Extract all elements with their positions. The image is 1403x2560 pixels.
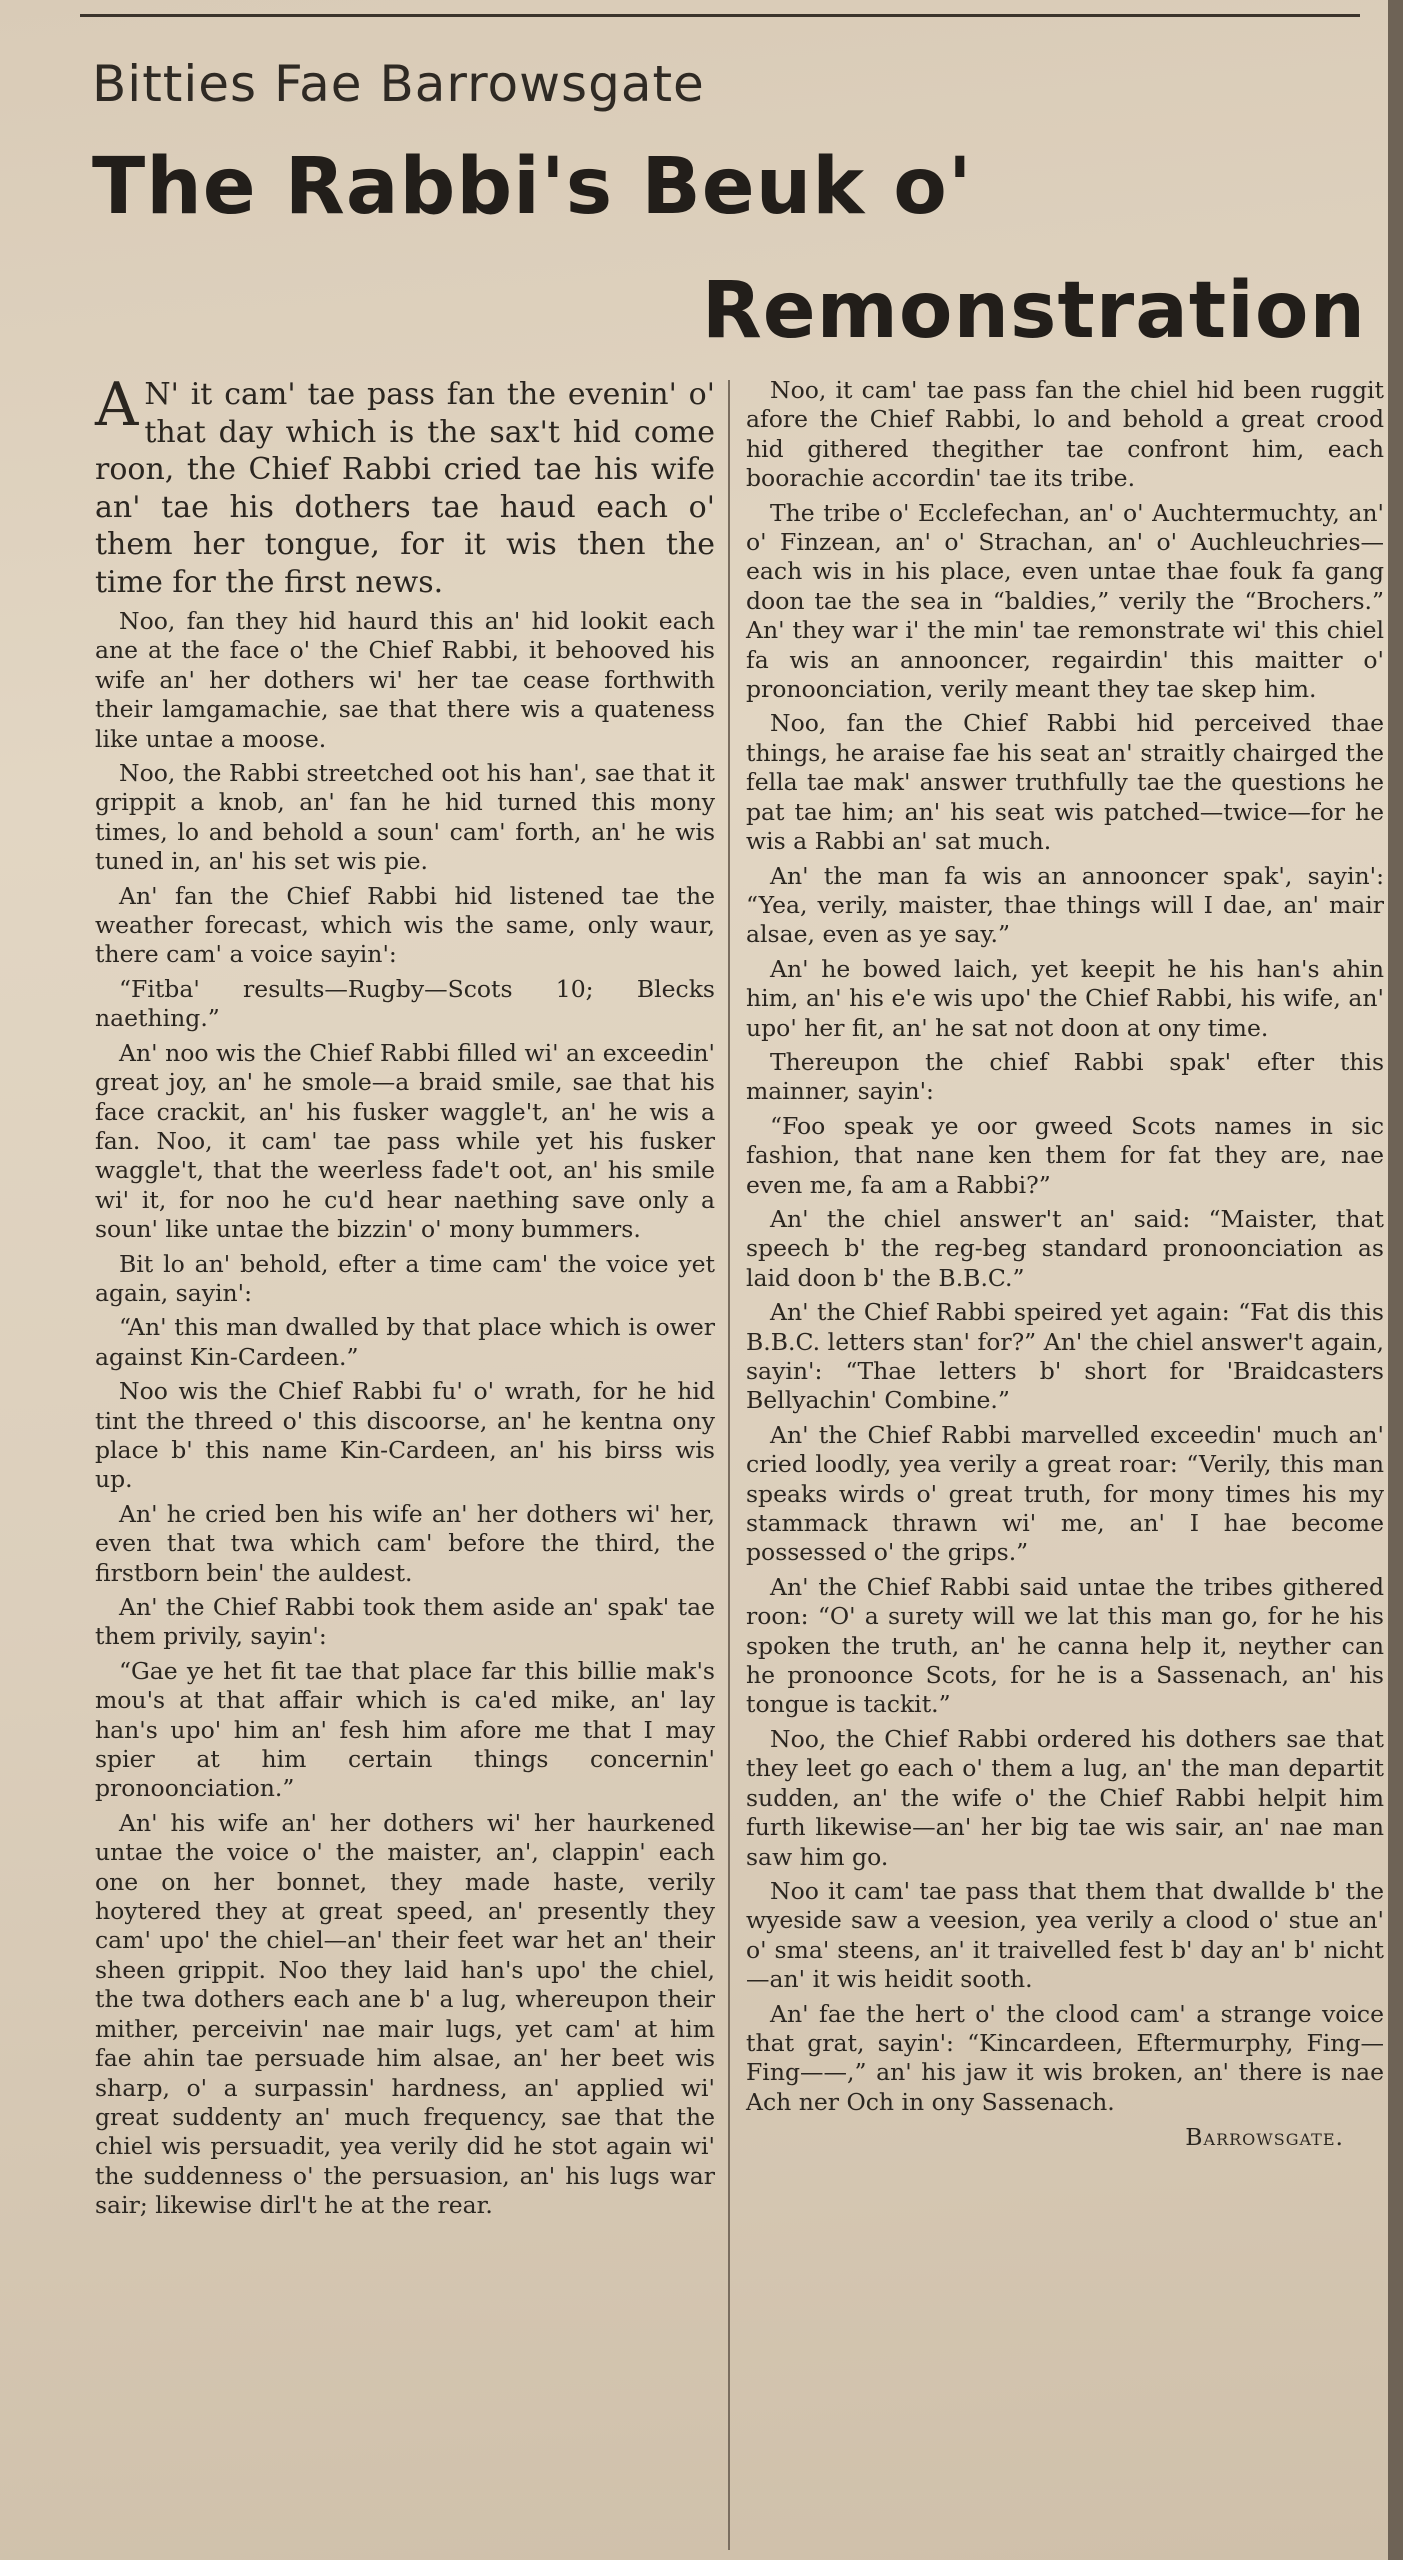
paragraph: The tribe o' Ecclefechan, an' o' Auchtermuchty, an' o' Finzean, an' o' Strachan, an' o' Auchleuchries—each wis in his place, even untae thae fouk fa gang doon tae the sea in “baldies,” verily the “Brochers.” An' they war i' the min' tae remonstrate wi' this chiel fa wis an annooncer, regairdin' this maitter o' pronoonciation, verily meant they tae skep him.	[746, 498, 1384, 704]
paragraph: An' the chiel answer't an' said: “Maister, that speech b' the reg-beg standard pronoonciation as laid doon b' the B.B.C.”	[746, 1204, 1384, 1292]
paragraph: An' the man fa wis an annooncer spak', sayin': “Yea, verily, maister, thae things will I dae, an' mair alsae, even as ye say.”	[746, 861, 1384, 949]
paragraph: An' fae the hert o' the clood cam' a strange voice that grat, sayin': “Kincardeen, Eftermurphy, Fing—Fing——,” an' his jaw it wis broken, an' there is nae Ach ner Och in ony Sassenach.	[746, 1999, 1384, 2116]
paragraph: Bit lo an' behold, efter a time cam' the voice yet again, sayin':	[95, 1249, 715, 1307]
paragraph: An' noo wis the Chief Rabbi filled wi' an exceedin' great joy, an' he smole—a braid smile, sae that his face crackit, an' his fusker waggle't, an' he wis a fan. Noo, it cam' tae pass while yet his fusker waggle't, that the weerless fade't oot, an' his smile wi' it, for noo he cu'd hear naething save only a soun' like untae the bizzin' o' mony bummers.	[95, 1038, 715, 1244]
paragraph: Noo wis the Chief Rabbi fu' o' wrath, for he hid tint the threed o' this discoorse, an' he kentna ony place b' this name Kin-Cardeen, an' his birss wis up.	[95, 1377, 715, 1494]
top-rule	[80, 14, 1360, 17]
column-kicker: Bitties Fae Barrowsgate	[92, 55, 705, 113]
paragraph: An' the Chief Rabbi took them aside an' spak' tae them privily, sayin':	[95, 1593, 715, 1651]
drop-cap: A	[95, 370, 139, 440]
paragraph: An' the Chief Rabbi marvelled exceedin' much an' cried loodly, yea verily a great roar: “Verily, this man speaks wirds o' great truth, for mony times his my stammack thrawn wi' me, an' I hae become possessed o' the grips.”	[746, 1420, 1384, 1567]
paragraph: “Gae ye het fit tae that place far this billie mak's mou's at that affair which is ca'ed mike, an' lay han's upo' him an' fesh him afore me that I may spier at him certain things concernin' pronoonciation.”	[95, 1656, 715, 1803]
paragraph: An' his wife an' her dothers wi' her haurkened untae the voice o' the maister, an', clappin' each one on her bonnet, they made haste, verily hoytered they at great speed, an' presently they cam' upo' the chiel—an' their feet war het an' their sheen grippit. Noo they laid han's upo' the chiel, the twa dothers each ane b' a lug, whereupon their mither, perceivin' nae mair lugs, yet cam' at him fae ahin tae persuade him alsae, an' her beet wis sharp, o' a surpassin' hardness, an' applied wi' great suddenty an' much frequency, sae that the chiel wis persuadit, yea verily did he stot again wi' the suddenness o' the persuasion, an' his lugs war sair; likewise dirl't he at the rear.	[95, 1808, 715, 2220]
paragraph: Thereupon the chief Rabbi spak' efter this mainner, sayin':	[746, 1047, 1384, 1106]
lead-paragraph	[95, 370, 715, 601]
headline-line-1: The Rabbi's Beuk o'	[92, 142, 973, 232]
paragraph: Noo, the Chief Rabbi ordered his dothers sae that they leet go each o' them a lug, an' the man departit sudden, an' the wife o' the Chief Rabbi helpit him furth likewise—an' her big tae wis sair, an' nae man saw him go.	[746, 1724, 1384, 1871]
lead-text: N' it cam' tae pass fan the evenin' o' that day which is the sax't hid come roon, the Chief Rabbi cried tae his wife an' tae his dothers tae haud each o' them her tongue, for it wis then the time for the first news.	[95, 377, 715, 600]
paragraph: An' he cried ben his wife an' her dothers wi' her, even that twa which cam' before the third, the firstborn bein' the auldest.	[95, 1499, 715, 1587]
paragraph: An' he bowed laich, yet keepit he his han's ahin him, an' his e'e wis upo' the Chief Rabbi, his wife, an' upo' her fit, an' he sat not doon at ony time.	[746, 954, 1384, 1042]
paragraph: An' the Chief Rabbi said untae the tribes githered roon: “O' a surety will we lat this man go, for he his spoken the truth, an' he canna help it, neyther can he pronoonce Scots, for he is a Sassenach, an' his tongue is tackit.”	[746, 1572, 1384, 1719]
paragraph: An' the Chief Rabbi speired yet again: “Fat dis this B.B.C. letters stan' for?” An' the chiel answer't again, sayin': “Thae letters b' short for 'Braidcasters Bellyachin' Combine.”	[746, 1298, 1384, 1415]
paragraph: Noo, fan the Chief Rabbi hid perceived thae things, he araise fae his seat an' straitly chairged the fella tae mak' answer truthfully tae the questions he pat tae him; an' his seat wis patched—twice—for he wis a Rabbi an' sat much.	[746, 709, 1384, 856]
paragraph: Noo, it cam' tae pass fan the chiel hid been ruggit afore the Chief Rabbi, lo and behold a great crood hid githered thegither tae confront him, each boorachie accordin' tae its tribe.	[746, 376, 1384, 493]
paragraph: Noo it cam' tae pass that them that dwallde b' the wyeside saw a veesion, yea verily a clood o' stue an' o' sma' steens, an' it traivelled fest b' day an' b' nicht—an' it wis heidit sooth.	[746, 1876, 1384, 1994]
paragraph: “Foo speak ye oor gweed Scots names in sic fashion, that nane ken them for fat they are, nae even me, fa am a Rabbi?”	[746, 1111, 1384, 1199]
paragraph: “An' this man dwalled by that place which is ower against Kin-Cardeen.”	[95, 1313, 715, 1371]
author-signoff: Barrowsgate.	[1185, 2123, 1344, 2152]
paragraph: Noo, fan they hid haurd this an' hid lookit each ane at the face o' the Chief Rabbi, it behooved his wife an' her dothers wi' her tae cease forthwith their lamgamachie, sae that there wis a quateness like untae a moose.	[95, 607, 715, 753]
right-column	[746, 376, 1384, 2153]
paragraph: “Fitba' results—Rugby—Scots 10; Blecks naething.”	[95, 974, 715, 1033]
left-column	[95, 370, 715, 2226]
column-divider	[728, 380, 730, 2550]
page-edge	[1388, 0, 1403, 2560]
paragraph: Noo, the Rabbi streetched oot his han', sae that it grippit a knob, an' fan he hid turned this mony times, lo and behold a soun' cam' forth, an' he wis tuned in, an' his set wis pie.	[95, 759, 715, 876]
paragraph: An' fan the Chief Rabbi hid listened tae the weather forecast, which wis the same, only waur, there cam' a voice sayin':	[95, 881, 715, 969]
headline-line-2: Remonstration	[701, 266, 1366, 356]
